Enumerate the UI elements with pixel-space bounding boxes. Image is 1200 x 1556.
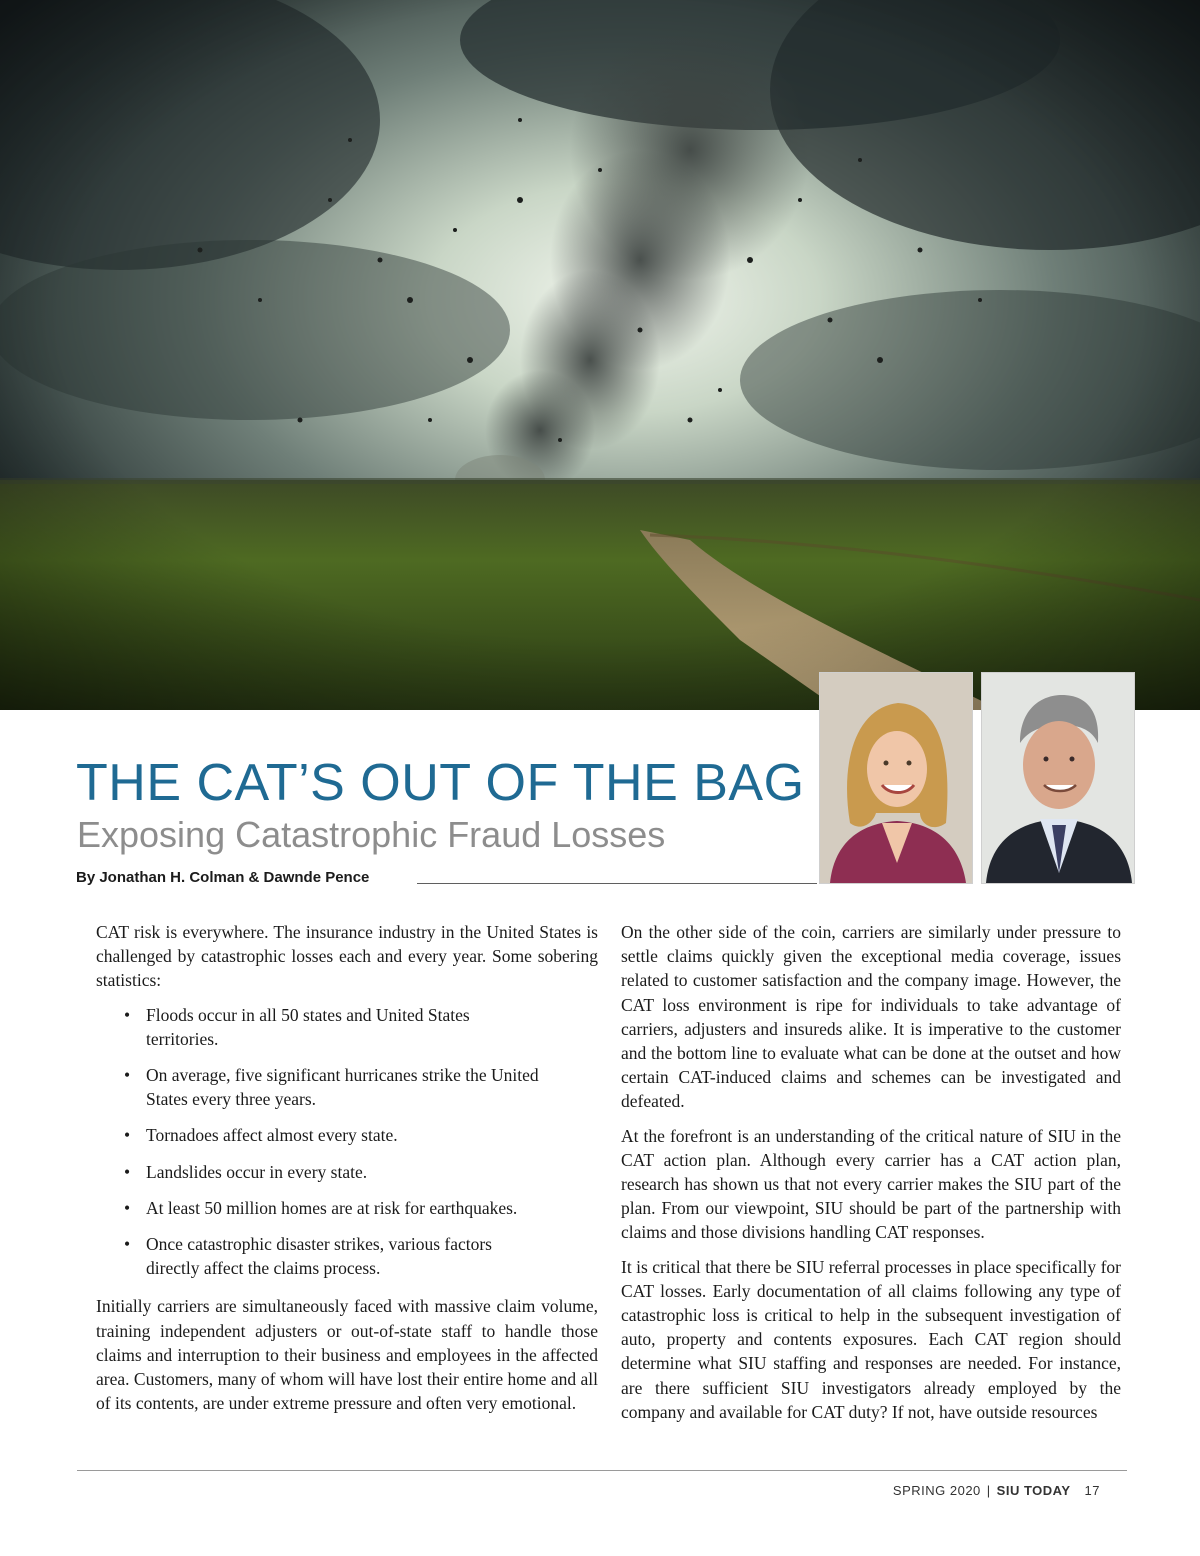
body-paragraph: It is critical that there be SIU referral processes in place specifically for CAT losses. Early documentation of all claims following any type of catastrophic loss is critical to help in the subsequent investigation of auto, property and contents exposures. Each CAT region should determine what SIU staffing and responses are needed. For instance, are there sufficient SIU investigators already employed by the company and available for CAT duty? If not, have outside resources xyxy=(621,1256,1121,1422)
list-item: • Once catastrophic disaster strikes, various factors directly affect the claims process. xyxy=(122,1232,546,1280)
article-title: THE CAT’S OUT OF THE BAG xyxy=(76,754,805,812)
intro-paragraph: CAT risk is everywhere. The insurance industry in the United States is challenged by catastrophic losses each and every year. Some sobering statistics: xyxy=(96,922,598,991)
list-item: • At least 50 million homes are at risk for earthquakes. xyxy=(122,1196,546,1220)
body-paragraph: Initially carriers are simultaneously faced with massive claim volume, training independent adjusters or out-of-state staff to handle those claims and interruption to their business and employees in the affected area. Customers, many of whom will have lost their entire home and all of its contents, are under extreme pressure and often very emotional. xyxy=(96,1296,598,1414)
list-item: • On average, five significant hurricanes strike the United States every three years. xyxy=(122,1063,546,1111)
body-paragraph: At the forefront is an understanding of the critical nature of SIU in the CAT action plan. Although every carrier has a CAT action plan, research has shown us that not every carrier makes the SIU part of the plan. From our viewpoint, SIU should be part of the partnership with claims and those divisions handling CAT responses. xyxy=(621,1125,1121,1243)
byline-divider xyxy=(417,883,817,884)
footer-divider xyxy=(77,1470,1127,1471)
body-paragraph: On the other side of the coin, carriers are similarly under pressure to settle claims quickly given the exceptional media coverage, issues related to customer satisfaction and the company image. However, the CAT loss environment is ripe for individuals to take advantage of carriers, adjusters and insureds alike. It is imperative to the customer and the bottom line to evaluate what can be done at the outset and how certain CAT-induced claims and schemes can be investigated and defeated. xyxy=(621,922,1121,1112)
hero-image xyxy=(0,0,1200,710)
author-photo-colman xyxy=(820,673,972,883)
byline: By Jonathan H. Colman & Dawnde Pence xyxy=(76,869,370,886)
page-number: 17 xyxy=(1084,1483,1100,1498)
list-item: • Tornadoes affect almost every state. xyxy=(122,1123,546,1147)
footer-separator: | xyxy=(986,1483,991,1498)
article-subtitle: Exposing Catastrophic Fraud Losses xyxy=(77,814,666,855)
page-footer xyxy=(893,1483,1100,1498)
statistics-list xyxy=(96,1003,598,1281)
issue-label: SPRING 2020 xyxy=(892,1483,981,1498)
author-photo-pence xyxy=(982,673,1134,883)
list-item: • Landslides occur in every state. xyxy=(122,1160,546,1184)
publication-name: SIU TODAY xyxy=(996,1483,1071,1498)
list-item: • Floods occur in all 50 states and United States territories. xyxy=(122,1003,546,1051)
body-column-left xyxy=(96,920,598,1425)
body-column-right xyxy=(621,920,1121,1434)
